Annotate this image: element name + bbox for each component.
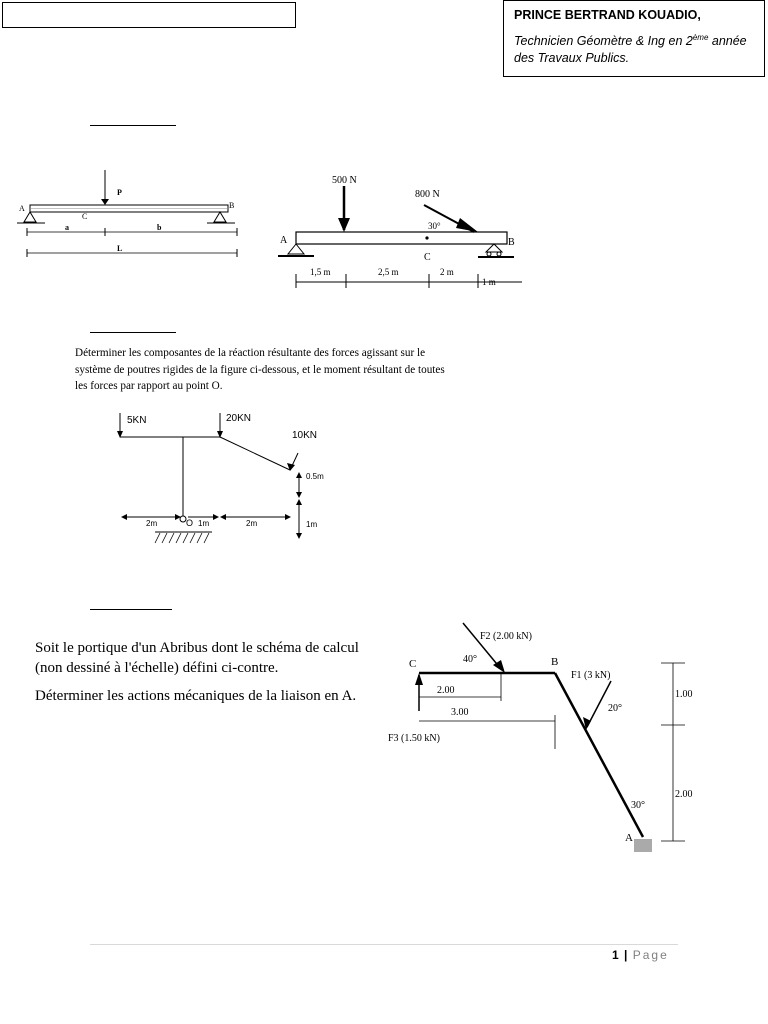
point-c: C	[82, 212, 88, 221]
title-box	[2, 2, 296, 28]
dim-2-00: 2.00	[437, 685, 455, 696]
figure-simple-beam	[15, 165, 245, 265]
dim-3-00: 3.00	[451, 707, 469, 718]
dim-1m-v: 1m	[306, 520, 318, 529]
exercise-1-heading-underline	[90, 125, 176, 126]
dim-1m-h: 1m	[198, 519, 210, 528]
exercise-3-paragraph-1: Soit le portique d'un Abribus dont le schéma de calcul (non dessiné à l'échelle) défini ci-contre.	[35, 640, 359, 676]
force-500: 500 N	[332, 175, 357, 186]
load-label: P	[117, 188, 122, 197]
point-a: A	[19, 204, 25, 213]
figure-bus-shelter-portal	[355, 615, 715, 860]
force-20kn: 20KN	[226, 413, 252, 424]
angle-40: 40°	[463, 654, 477, 665]
author-name: PRINCE BERTRAND KOUADIO,	[514, 8, 701, 22]
figure-frame-forces	[100, 405, 380, 550]
page-separator: |	[624, 948, 628, 962]
dim-2m-left: 2m	[146, 519, 158, 528]
f1-label: F1 (3 kN)	[571, 670, 611, 681]
exercise-2-heading-underline	[90, 332, 176, 333]
dim-a: a	[65, 223, 69, 232]
dim-2-00-v: 2.00	[675, 789, 693, 800]
dim-0-5m: 0.5m	[306, 472, 324, 481]
dim-1: 1 m	[482, 277, 496, 287]
dim-1-00: 1.00	[675, 689, 693, 700]
dim-2-5: 2,5 m	[378, 267, 399, 277]
point-b-3: B	[551, 656, 559, 668]
exercise-3-statement	[35, 638, 375, 714]
f3-label: F3 (1.50 kN)	[388, 733, 440, 744]
page-footer	[612, 948, 669, 962]
point-c-3: C	[409, 658, 417, 670]
point-a-3: A	[625, 832, 633, 844]
point-b-2: B	[508, 237, 515, 248]
author-box	[503, 0, 765, 77]
point-a-2: A	[280, 235, 288, 246]
angle-20: 20°	[608, 703, 622, 714]
exercise-3-heading-underline	[90, 609, 172, 610]
force-10kn: 10KN	[292, 430, 318, 441]
point-c-2: C	[424, 252, 431, 263]
dim-1-5: 1,5 m	[310, 267, 331, 277]
force-5kn: 5KN	[127, 415, 147, 426]
footer-divider	[90, 944, 678, 945]
dim-2: 2 m	[440, 267, 454, 277]
author-role: Technicien Géomètre & Ing en 2ème année des Travaux Publics.	[514, 33, 747, 66]
page-word: Page	[632, 948, 669, 962]
exercise-2-statement: Déterminer les composantes de la réaction résultante des forces agissant sur le système de poutres rigides de la figure ci-dessous, et le moment résultant de toutes les forces par rapport au point O.	[75, 347, 445, 392]
f2-label: F2 (2.00 kN)	[480, 631, 532, 642]
page-number: 1	[612, 948, 619, 962]
angle-30: 30°	[631, 800, 645, 811]
point-o: O	[186, 518, 194, 528]
dim-b: b	[157, 223, 162, 232]
dim-2m-right: 2m	[246, 519, 258, 528]
figure-beam-two-loads	[270, 168, 530, 293]
dim-l: L	[117, 244, 123, 253]
angle-30: 30°	[428, 221, 441, 231]
point-b: B	[229, 201, 235, 210]
force-800: 800 N	[415, 189, 440, 200]
exercise-3-paragraph-2: Déterminer les actions mécaniques de la liaison en A.	[35, 688, 357, 704]
